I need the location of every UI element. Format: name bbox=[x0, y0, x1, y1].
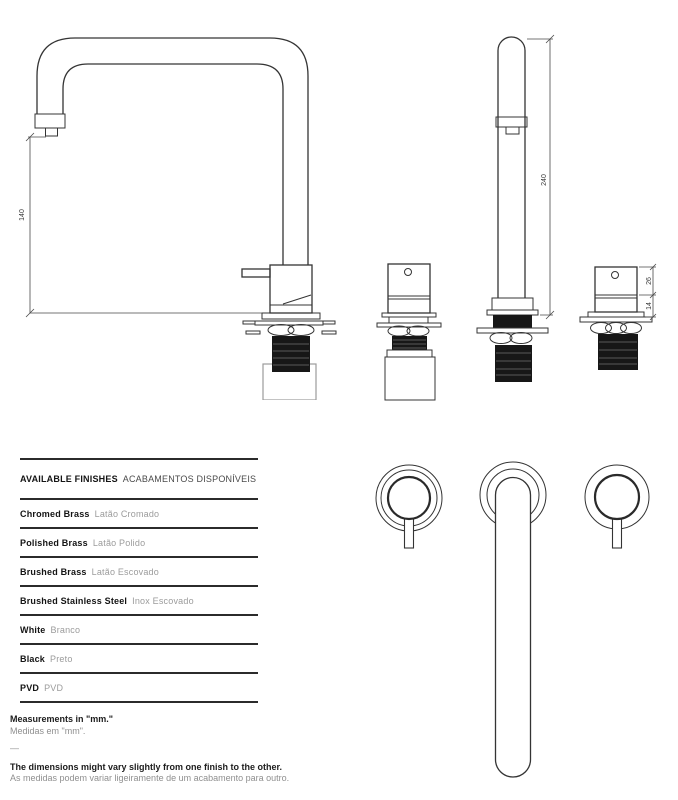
finish-row bbox=[20, 674, 258, 703]
finishes-table-header bbox=[20, 460, 258, 500]
finish-row bbox=[20, 558, 258, 587]
finish-name-pt: Inox Escovado bbox=[132, 595, 194, 606]
finish-name-pt: Latão Escovado bbox=[91, 566, 159, 577]
finish-name-pt: Latão Polido bbox=[92, 537, 146, 548]
finishes-header-en: AVAILABLE FINISHES bbox=[20, 474, 118, 484]
note-separator: — bbox=[10, 743, 19, 753]
finish-name-en: Chromed Brass bbox=[20, 508, 90, 519]
note-tolerance-en: The dimensions might vary slightly from one finish to the other. bbox=[10, 761, 283, 772]
handle-top-view-right bbox=[585, 465, 649, 548]
finish-row bbox=[20, 500, 258, 529]
finish-name-en: PVD bbox=[20, 682, 40, 693]
finish-name-en: Brushed Brass bbox=[20, 566, 87, 577]
finish-name-pt: Branco bbox=[50, 624, 81, 635]
finish-name-pt: Latão Cromado bbox=[94, 508, 160, 519]
finish-name-pt: Preto bbox=[50, 653, 73, 664]
handle-top-view-left bbox=[376, 465, 442, 548]
finish-name-en: Brushed Stainless Steel bbox=[20, 595, 128, 606]
note-measurements-pt: Medidas em "mm". bbox=[10, 725, 86, 736]
finish-name-en: White bbox=[20, 624, 46, 635]
finish-name-en: Polished Brass bbox=[20, 537, 88, 548]
finishes-table bbox=[20, 458, 258, 703]
dimension-label-26: 26 bbox=[646, 277, 653, 285]
spout-top-view bbox=[480, 462, 546, 777]
finish-name-pt: PVD bbox=[44, 682, 64, 693]
finish-row bbox=[20, 645, 258, 674]
top-view-drawing bbox=[360, 440, 678, 800]
note-tolerance-pt: As medidas podem variar ligeiramente de um acabamento para outro. bbox=[10, 773, 290, 783]
spout-front-view-drawing bbox=[460, 20, 580, 400]
finishes-header-pt: ACABAMENTOS DISPONÍVEIS bbox=[122, 474, 257, 484]
dimension-label-14: 14 bbox=[646, 302, 653, 310]
faucet-side-view-drawing bbox=[0, 20, 340, 400]
note-measurements-en: Measurements in "mm." bbox=[10, 714, 114, 724]
finish-row bbox=[20, 616, 258, 645]
finish-row bbox=[20, 587, 258, 616]
finish-row bbox=[20, 529, 258, 558]
dimension-label-140: 140 bbox=[19, 209, 26, 221]
finish-name-en: Black bbox=[20, 653, 46, 664]
footnotes bbox=[10, 714, 350, 785]
handle-front-view-drawing bbox=[568, 250, 678, 380]
dimension-label-240: 240 bbox=[541, 174, 548, 186]
